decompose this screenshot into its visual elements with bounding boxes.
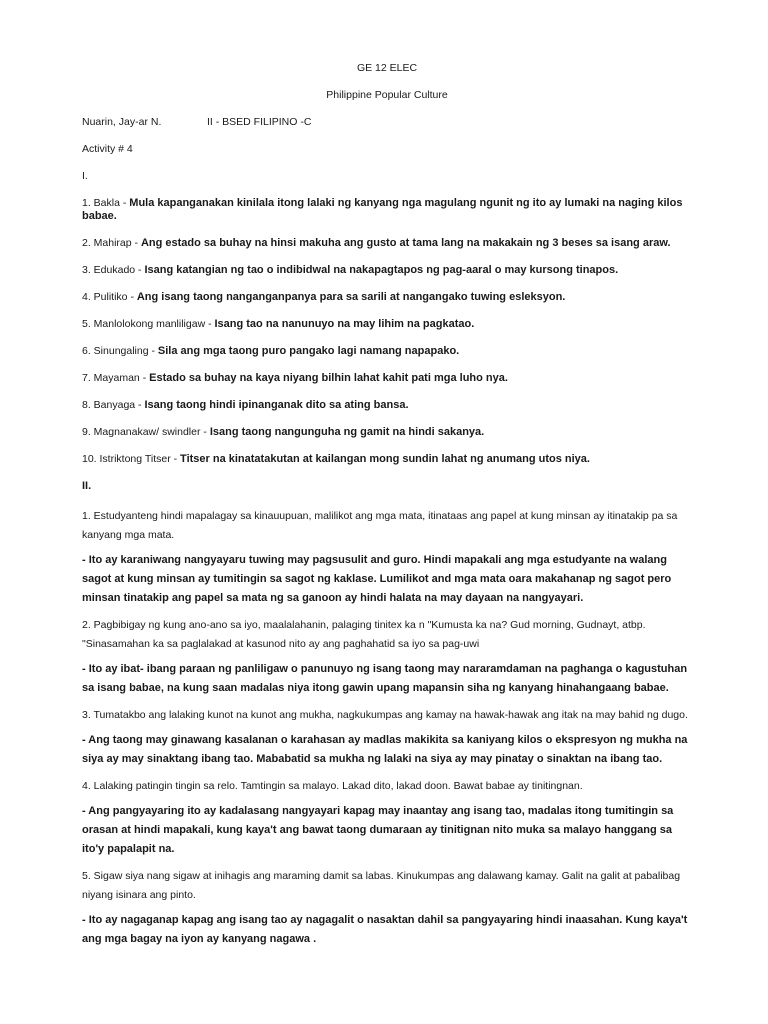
part2-answer: - Ito ay nagaganap kapag ang isang tao ay nagagalit o nasaktan dahil sa pangyayaring hindi inaasahan. Kung kaya't ang mga bagay na iyon ay kanyang nagawa . xyxy=(82,914,688,945)
author-line xyxy=(82,116,692,129)
part2-answer: - Ito ay karaniwang nangyayaru tuwing may pagsusulit and guro. Hindi mapakali ang mga estudyante na walang sagot at kung minsan ay tumitingin sa sagot ng kaklase. Lumilikot and mga mata oara makahanap ng sagot pero minsan tinatakip ang papel sa mata ng sa ganoon ay hindi halata na may dayaan na nangyayari. xyxy=(82,554,672,604)
activity-label: Activity # 4 xyxy=(82,143,133,155)
item-definition: Titser na kinatatakutan at kailangan mong sundin lahat ng anumang utos niya. xyxy=(180,453,590,465)
item-term: 1. Bakla - xyxy=(82,197,130,209)
part1-item xyxy=(82,318,692,331)
part1-label: I. xyxy=(82,170,88,182)
item-term: 3. Edukado - xyxy=(82,264,145,276)
item-term: 7. Mayaman - xyxy=(82,372,150,384)
student-name: Nuarin, Jay-ar N. xyxy=(82,116,162,128)
item-definition: Ang estado sa buhay na hinsi makuha ang gusto at tama lang na makakain ng 3 beses sa isang araw. xyxy=(140,237,671,249)
part1-item xyxy=(82,237,692,250)
part2-question: 1. Estudyanteng hindi mapalagay sa kinauupuan, malilikot ang mga mata, itinataas ang papel at kung minsan ay itinatakip pa sa kanyang mga mata. xyxy=(82,510,678,541)
item-definition: Isang tao na nanunuyo na may lihim na pagkatao. xyxy=(214,318,475,330)
part2-question: 4. Lalaking patingin tingin sa relo. Tamtingin sa malayo. Lakad dito, lakad doon. Bawat babae ay tinitingnan. xyxy=(82,780,583,792)
item-definition: Mula kapanganakan kinilala itong lalaki ng kanyang nga magulang ngunit ng ito ay lumaki na naging kilos babae. xyxy=(82,197,683,222)
part2-answer: - Ito ay ibat- ibang paraan ng panliligaw o panunuyo ng isang taong may nararamdaman na paghanga o kagustuhan sa isang babae, na kung saan madalas niya itong gawin upang mapansin siha ng kanyang hinahangaang babae. xyxy=(82,663,688,694)
part1-item xyxy=(82,372,692,385)
item-term: 2. Mahirap - xyxy=(82,237,141,249)
item-term: 10. Istriktong Titser - xyxy=(82,453,181,465)
item-definition: Sila ang mga taong puro pangako lagi namang napapako. xyxy=(157,345,460,357)
item-term: 8. Banyaga - xyxy=(82,399,145,411)
course-title: GE 12 ELEC xyxy=(356,62,418,74)
item-definition: Isang katangian ng tao o indibidwal na nakapagtapos ng pag-aaral o may kursong tinapos. xyxy=(144,264,619,276)
section-label: II - BSED FILIPINO -C xyxy=(207,116,312,128)
document-body xyxy=(82,62,692,949)
part2-question: 5. Sigaw siya nang sigaw at inihagis ang maraming damit sa labas. Kinukumpas ang dalawang kamay. Galit na galit at pabalibag niyang isinara ang pinto. xyxy=(82,870,681,901)
item-definition: Ang isang taong nanganganpanya para sa sarili at nangangako tuwing esleksyon. xyxy=(136,291,566,303)
part1-item xyxy=(82,264,692,277)
part1-item xyxy=(82,197,692,223)
part2-question: 2. Pagbibigay ng kung ano-ano sa iyo, maalalahanin, palaging tinitex ka n "Kumusta ka na? Gud morning, Gudnayt, atbp. "Sinasamahan ka sa paglalakad at kasunod nito ay ang paghahatid sa iyo sa pag-uwi xyxy=(82,619,646,650)
part1-item xyxy=(82,453,692,466)
item-definition: Estado sa buhay na kaya niyang bilhin lahat kahit pati mga luho nya. xyxy=(149,372,508,384)
subject-title: Philippine Popular Culture xyxy=(326,89,448,101)
part2-answer: - Ang pangyayaring ito ay kadalasang nangyayari kapag may inaantay ang isang tao, madalas itong tumitingin sa orasan at hindi mapakali, kung kaya't ang bawat taong dumaraan ay tinitignan nito muka sa malayo hanggang sa ito'y papalapit na. xyxy=(82,805,674,855)
part1-item xyxy=(82,345,692,358)
item-term: 9. Magnanakaw/ swindler - xyxy=(82,426,210,438)
part1-item xyxy=(82,399,692,412)
item-definition: Isang taong nangunguha ng gamit na hindi sakanya. xyxy=(209,426,485,438)
part1-item xyxy=(82,426,692,439)
item-term: 5. Manlolokong manliligaw - xyxy=(82,318,215,330)
item-term: 4. Pulitiko - xyxy=(82,291,137,303)
part2-answer: - Ang taong may ginawang kasalanan o karahasan ay madlas makikita sa kaniyang kilos o ekspresyon ng mukha na siya ay may sinaktang ibang tao. Mababatid sa mukha ng lalaki na siya ay may pinatay o sinaktan na ibang tao. xyxy=(82,734,688,765)
item-definition: Isang taong hindi ipinanganak dito sa ating bansa. xyxy=(144,399,409,411)
part2-label: II. xyxy=(82,480,92,492)
item-term: 6. Sinungaling - xyxy=(82,345,158,357)
part1-item xyxy=(82,291,692,304)
part2-question: 3. Tumatakbo ang lalaking kunot na kunot ang mukha, nagkukumpas ang kamay na hawak-hawak ang itak na may bahid ng dugo. xyxy=(82,709,688,721)
